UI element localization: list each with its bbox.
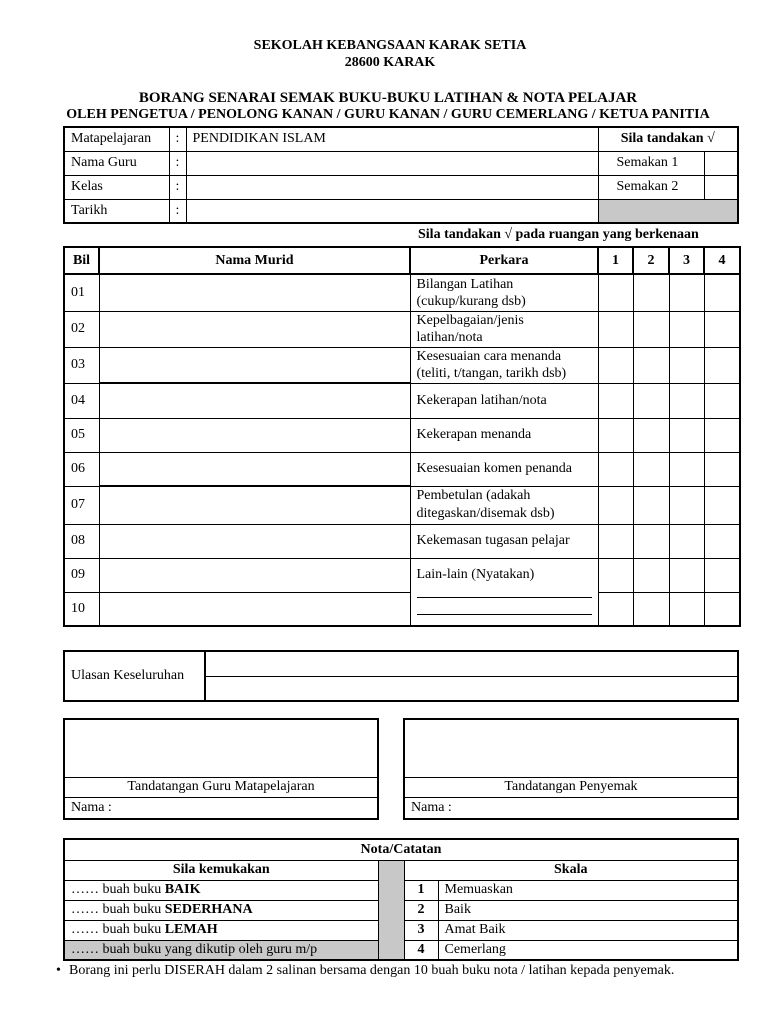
check2-box[interactable]: [704, 175, 738, 199]
reviewer-signature-box: [403, 718, 739, 820]
notes-left-header: Sila kemukakan: [64, 860, 378, 880]
teacher-signature-label: Tandatangan Guru Matapelajaran: [64, 777, 378, 797]
review-line[interactable]: [205, 676, 738, 701]
review-line[interactable]: [205, 651, 738, 676]
form-subtitle: OLEH PENGETUA / PENOLONG KANAN / GURU KANAN / GURU CEMERLANG / KETUA PANITIA: [66, 107, 710, 122]
table-row: 09 Lain-lain (Nyatakan): [64, 558, 740, 592]
review-label: Ulasan Keseluruhan: [64, 651, 205, 701]
teacher-name-label[interactable]: Nama :: [64, 797, 378, 819]
table-row: 02 Kepelbagaian/jenis latihan/nota: [64, 311, 740, 347]
table-row: 03 Kesesuaian cara menanda (teliti, t/tangan, tarikh dsb): [64, 347, 740, 383]
class-label: Kelas: [64, 175, 169, 199]
checklist-table: [63, 246, 741, 627]
date-field[interactable]: [186, 199, 598, 223]
notes-sederhana: …… buah buku SEDERHANA: [64, 900, 378, 920]
check1-label: Semakan 1: [598, 151, 704, 175]
reviewer-name-label[interactable]: Nama :: [404, 797, 738, 819]
tick-header: Sila tandakan √: [598, 127, 738, 151]
teacher-signature-box: [63, 718, 379, 820]
reviewer-signature-area[interactable]: [404, 719, 738, 777]
check1-box[interactable]: [704, 151, 738, 175]
class-field[interactable]: [186, 175, 598, 199]
header-col1: 1: [598, 247, 633, 274]
info-table: Matapelajaran : PENDIDIKAN ISLAM Sila tandakan √ Nama Guru : Semakan 1 Kelas : Semakan 2 Tarikh :: [63, 126, 739, 224]
table-row: 04 Kekerapan latihan/nota: [64, 383, 740, 418]
table-row: 07 Pembetulan (adakah ditegaskan/disemak dsb): [64, 486, 740, 524]
reviewer-signature-label: Tandatangan Penyemak: [404, 777, 738, 797]
table-row: 10: [64, 592, 740, 626]
instruction: Sila tandakan √ pada ruangan yang berkenaan: [418, 227, 699, 242]
other-line[interactable]: [417, 597, 592, 598]
table-row: 05 Kekerapan menanda: [64, 418, 740, 452]
header-col3: 3: [669, 247, 704, 274]
table-row: 01 Bilangan Latihan (cukup/kurang dsb): [64, 274, 740, 311]
school-name: SEKOLAH KEBANGSAAN KARAK SETIA: [253, 38, 527, 53]
header-name: Nama Murid: [99, 247, 410, 274]
footer-note: Borang ini perlu DISERAH dalam 2 salinan bersama dengan 10 buah buku nota / latihan kepada penyemak.: [69, 963, 675, 978]
gray-cell: [598, 199, 738, 223]
notes-baik: …… buah buku BAIK: [64, 880, 378, 900]
other-label: Lain-lain (Nyatakan): [416, 566, 535, 582]
header-col4: 4: [704, 247, 740, 274]
notes-right-header: Skala: [404, 860, 738, 880]
teacher-field[interactable]: [186, 151, 598, 175]
table-row: 06 Kesesuaian komen penanda: [64, 452, 740, 486]
table-row: 08 Kekemasan tugasan pelajar: [64, 524, 740, 558]
form-title: BORANG SENARAI SEMAK BUKU-BUKU LATIHAN & NOTA PELAJAR: [138, 90, 638, 106]
teacher-signature-area[interactable]: [64, 719, 378, 777]
header-perkara: Perkara: [410, 247, 598, 274]
check2-label: Semakan 2: [598, 175, 704, 199]
review-table: [63, 650, 739, 702]
notes-table: Nota/Catatan Sila kemukakan Skala …… buah buku BAIK 1 Memuaskan …… buah buku SEDERHANA 2 Baik …… buah buku LEMAH 3 Amat Baik …… buah buku yang dikutip oleh guru m/p 4 Cemerlang: [63, 838, 739, 961]
teacher-label: Nama Guru: [64, 151, 169, 175]
date-label: Tarikh: [64, 199, 169, 223]
footer-bullet: •: [56, 963, 61, 978]
notes-divider: [378, 860, 404, 960]
school-postcode: 28600 KARAK: [344, 55, 436, 70]
notes-title: Nota/Catatan: [64, 839, 738, 860]
notes-copied: …… buah buku yang dikutip oleh guru m/p: [64, 940, 378, 960]
notes-lemah: …… buah buku LEMAH: [64, 920, 378, 940]
header-col2: 2: [633, 247, 669, 274]
other-line[interactable]: [417, 614, 592, 615]
subject-value[interactable]: PENDIDIKAN ISLAM: [186, 127, 598, 151]
subject-label: Matapelajaran: [64, 127, 169, 151]
header-bil: Bil: [64, 247, 99, 274]
